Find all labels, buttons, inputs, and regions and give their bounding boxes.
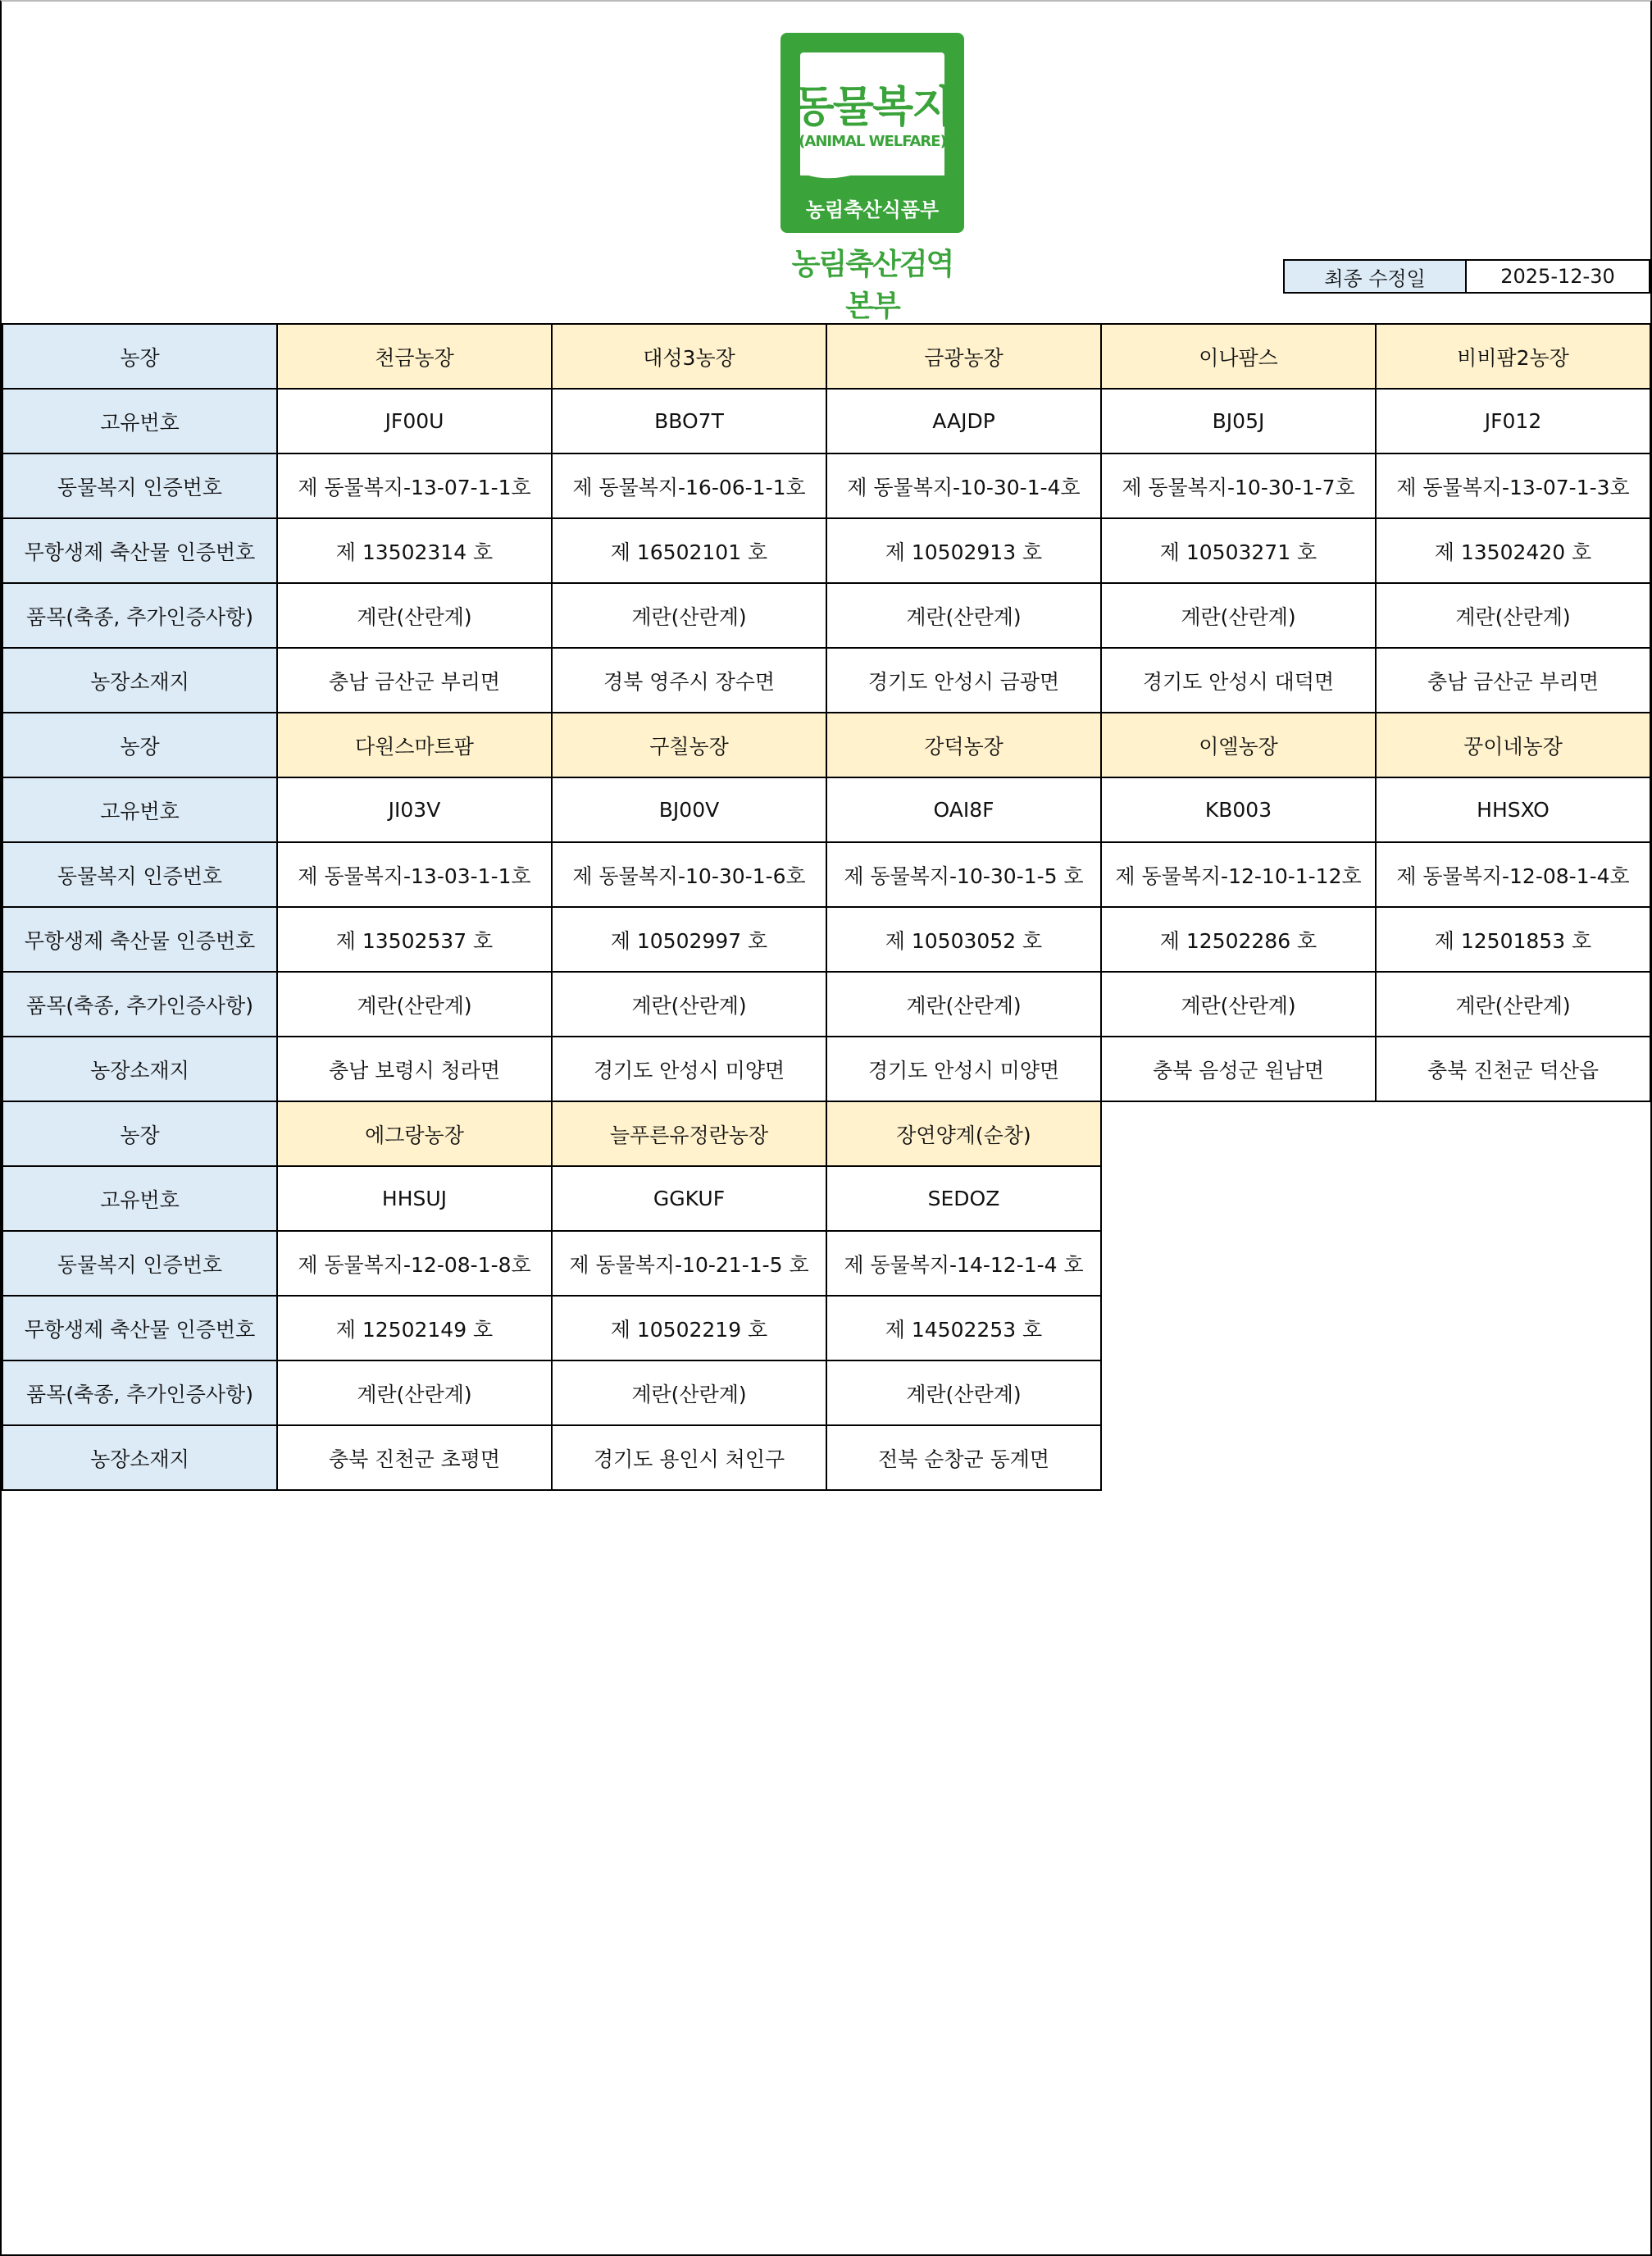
row-label: 무항생제 축산물 인증번호 [2,518,277,583]
empty-cell [1376,1231,1650,1296]
location-row [2,1037,1650,1101]
table-cell: 제 12501853 호 [1376,907,1650,972]
antibiotic-free-cert-row [2,1296,1650,1360]
table-cell: 제 13502420 호 [1376,518,1650,583]
farm-name-row [2,1101,1650,1166]
table-cell: 계란(산란계) [1101,972,1376,1037]
table-cell: 제 동물복지-13-07-1-1호 [277,453,552,518]
welfare-cert-row [2,453,1650,518]
product-row [2,583,1650,648]
empty-cell [1101,1101,1376,1166]
farm-name-cell: 강덕농장 [826,713,1101,777]
empty-cell [1101,1360,1376,1425]
table-cell: 계란(산란계) [826,1360,1101,1425]
table-cell: AAJDP [826,389,1101,453]
last-modified-value: 2025-12-30 [1467,261,1649,292]
table-cell: 제 동물복지-16-06-1-1호 [552,453,826,518]
empty-cell [1376,1166,1650,1231]
animal-welfare-logo [780,33,964,323]
table-cell: 제 동물복지-12-08-1-8호 [277,1231,552,1296]
table-cell: JI03V [277,777,552,842]
table-cell: 제 동물복지-10-30-1-5 호 [826,842,1101,907]
farm-name-row [2,324,1650,389]
row-label: 품목(축종, 추가인증사항) [2,1360,277,1425]
empty-cell [1101,1296,1376,1360]
location-row [2,1425,1650,1490]
table-cell: 계란(산란계) [826,583,1101,648]
table-cell: GGKUF [552,1166,826,1231]
farm-name-cell: 늘푸른유정란농장 [552,1101,826,1166]
antibiotic-free-cert-row [2,518,1650,583]
farm-name-cell: 대성3농장 [552,324,826,389]
farm-name-cell: 다원스마트팜 [277,713,552,777]
empty-cell [1101,1166,1376,1231]
table-cell: 충남 금산군 부리면 [277,648,552,713]
row-label: 농장소재지 [2,648,277,713]
row-label: 무항생제 축산물 인증번호 [2,1296,277,1360]
farm-name-row [2,713,1650,777]
empty-cell [1376,1101,1650,1166]
table-cell: 제 10502219 호 [552,1296,826,1360]
table-cell: 제 동물복지-13-03-1-1호 [277,842,552,907]
row-label: 고유번호 [2,1166,277,1231]
logo-ministry: 농림축산식품부 [805,198,940,221]
table-cell: 제 10503271 호 [1101,518,1376,583]
table-cell: 계란(산란계) [552,583,826,648]
table-cell: 제 16502101 호 [552,518,826,583]
logo-subtitle: (ANIMAL WELFARE) [799,133,946,150]
table-cell: 제 10502997 호 [552,907,826,972]
table-cell: OAI8F [826,777,1101,842]
table-cell: 계란(산란계) [1376,583,1650,648]
row-label: 품목(축종, 추가인증사항) [2,972,277,1037]
table-cell: 계란(산란계) [277,972,552,1037]
table-cell: 경기도 용인시 처인구 [552,1425,826,1490]
table-cell: 경기도 안성시 미양면 [826,1037,1101,1101]
table-cell: 경기도 안성시 금광면 [826,648,1101,713]
table-cell: 계란(산란계) [1101,583,1376,648]
table-cell: 경기도 안성시 미양면 [552,1037,826,1101]
table-cell: 계란(산란계) [826,972,1101,1037]
row-label: 고유번호 [2,389,277,453]
table-cell: 충북 음성군 원남면 [1101,1037,1376,1101]
row-label: 농장소재지 [2,1425,277,1490]
empty-cell [1101,1231,1376,1296]
table-cell: 제 동물복지-14-12-1-4 호 [826,1231,1101,1296]
row-label: 동물복지 인증번호 [2,842,277,907]
table-cell: 경북 영주시 장수면 [552,648,826,713]
table-cell: 계란(산란계) [552,972,826,1037]
farm-name-cell: 비비팜2농장 [1376,324,1650,389]
farm-name-cell: 천금농장 [277,324,552,389]
row-label: 농장소재지 [2,1037,277,1101]
welfare-cert-row [2,1231,1650,1296]
table-cell: 제 10502913 호 [826,518,1101,583]
row-label: 농장 [2,324,277,389]
table-cell: 경기도 안성시 대덕면 [1101,648,1376,713]
table-cell: 제 10503052 호 [826,907,1101,972]
empty-cell [1376,1360,1650,1425]
table-cell: 제 동물복지-10-30-1-7호 [1101,453,1376,518]
farm-name-cell: 장연양계(순창) [826,1101,1101,1166]
table-cell: 제 12502149 호 [277,1296,552,1360]
location-row [2,648,1650,713]
farm-name-cell: 구칠농장 [552,713,826,777]
table-cell: 제 12502286 호 [1101,907,1376,972]
row-label: 고유번호 [2,777,277,842]
table-cell: 계란(산란계) [552,1360,826,1425]
logo-title: 동물복지 [793,83,952,132]
table-cell: 충남 금산군 부리면 [1376,648,1650,713]
table-cell: 계란(산란계) [277,1360,552,1425]
row-label: 농장 [2,1101,277,1166]
table-cell: 충남 보령시 청라면 [277,1037,552,1101]
table-cell: 계란(산란계) [1376,972,1650,1037]
table-cell: 제 동물복지-12-08-1-4호 [1376,842,1650,907]
empty-cell [1101,1425,1376,1490]
farm-name-cell: 꿍이네농장 [1376,713,1650,777]
table-cell: 제 13502537 호 [277,907,552,972]
table-cell: 제 동물복지-10-21-1-5 호 [552,1231,826,1296]
farm-name-cell: 에그랑농장 [277,1101,552,1166]
table-cell: 제 동물복지-12-10-1-12호 [1101,842,1376,907]
unique-id-row [2,777,1650,842]
row-label: 동물복지 인증번호 [2,1231,277,1296]
farm-name-cell: 이나팜스 [1101,324,1376,389]
table-cell: 충북 진천군 초평면 [277,1425,552,1490]
table-cell: JF00U [277,389,552,453]
table-cell: JF012 [1376,389,1650,453]
farm-name-cell: 이엘농장 [1101,713,1376,777]
product-row [2,1360,1650,1425]
row-label: 동물복지 인증번호 [2,453,277,518]
unique-id-row [2,1166,1650,1231]
row-label: 품목(축종, 추가인증사항) [2,583,277,648]
farm-table [2,323,1651,1491]
logo-agency: 농림축산검역본부 [791,248,953,323]
table-cell: 제 동물복지-10-30-1-4호 [826,453,1101,518]
table-cell: 충북 진천군 덕산읍 [1376,1037,1650,1101]
row-label: 농장 [2,713,277,777]
unique-id-row [2,389,1650,453]
table-cell: HHSUJ [277,1166,552,1231]
table-cell: BBO7T [552,389,826,453]
logo-green-box [780,33,964,233]
table-cell: 제 13502314 호 [277,518,552,583]
table-cell: BJ00V [552,777,826,842]
empty-cell [1376,1296,1650,1360]
last-modified-box [1283,259,1650,294]
logo-wave-icon [800,148,944,189]
row-label: 무항생제 축산물 인증번호 [2,907,277,972]
table-cell: 계란(산란계) [277,583,552,648]
table-cell: 제 동물복지-13-07-1-3호 [1376,453,1650,518]
welfare-cert-row [2,842,1650,907]
antibiotic-free-cert-row [2,907,1650,972]
table-cell: 전북 순창군 동계면 [826,1425,1101,1490]
farm-name-cell: 금광농장 [826,324,1101,389]
table-cell: 제 14502253 호 [826,1296,1101,1360]
last-modified-label: 최종 수정일 [1285,261,1467,292]
table-cell: 제 동물복지-10-30-1-6호 [552,842,826,907]
table-cell: KB003 [1101,777,1376,842]
table-cell: HHSXO [1376,777,1650,842]
table-cell: SEDOZ [826,1166,1101,1231]
empty-cell [1376,1425,1650,1490]
table-cell: BJ05J [1101,389,1376,453]
product-row [2,972,1650,1037]
